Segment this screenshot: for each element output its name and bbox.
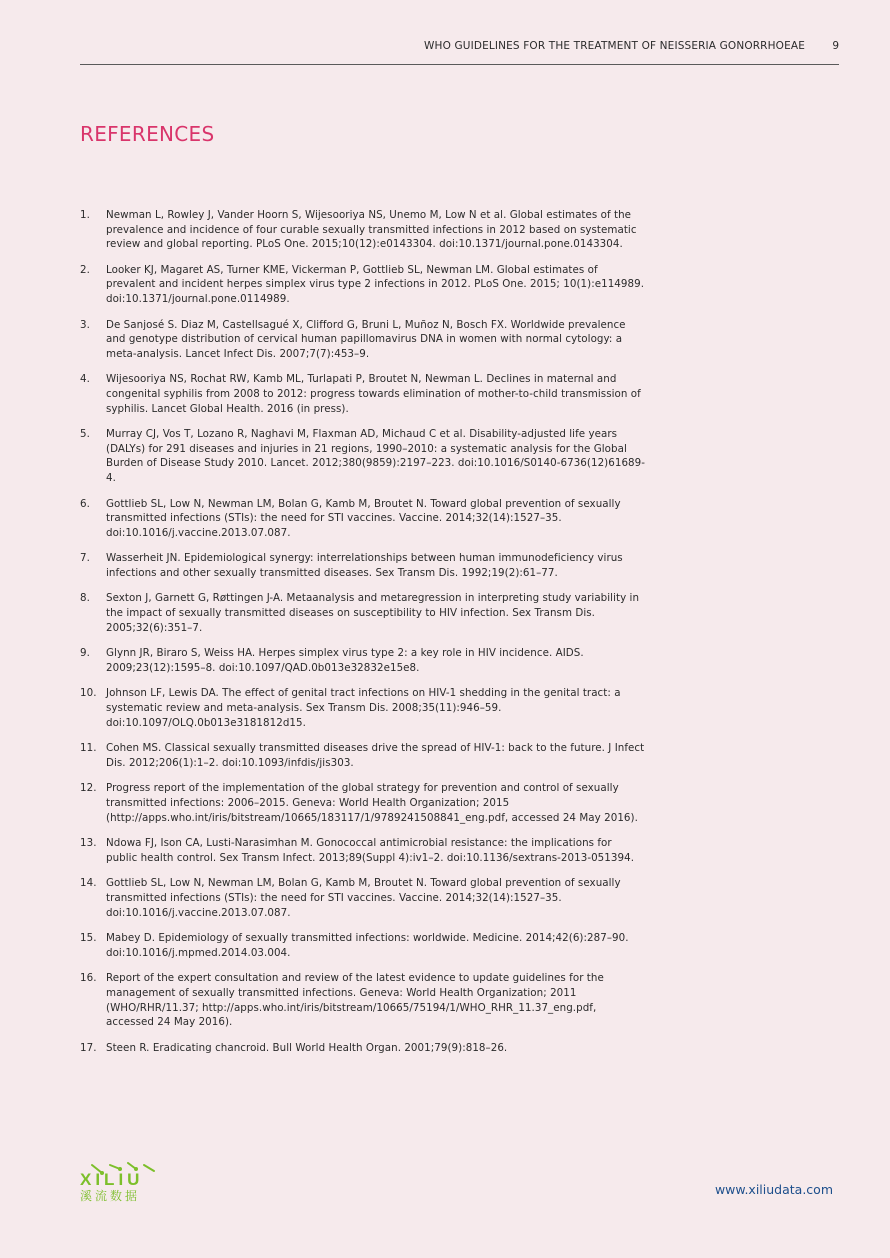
reference-item — [80, 931, 645, 960]
reference-text: Looker KJ, Magaret AS, Turner KME, Vickerman P, Gottlieb SL, Newman LM. Global estimates of prevalent and incident herpes simplex virus type 2 infections in 2012. PLoS One. 2015; 10(1):e114989. doi:10.1371/journal.pone.0114989. — [106, 263, 645, 305]
reference-number: 13. — [80, 837, 97, 850]
reference-item — [80, 686, 645, 730]
reference-text: De Sanjosé S. Diaz M, Castellsagué X, Clifford G, Bruni L, Muñoz N, Bosch FX. Worldwide prevalence and genotype distribution of cervical human papillomavirus DNA in women with normal cytology: a meta-analysis. Lancet Infect Dis. 2007;7(7):453–9. — [106, 318, 626, 360]
reference-list — [80, 208, 645, 1066]
reference-number: 5. — [80, 428, 90, 441]
reference-number: 15. — [80, 932, 97, 945]
reference-text: Johnson LF, Lewis DA. The effect of genital tract infections on HIV-1 shedding in the genital tract: a systematic review and meta-analysis. Sex Transm Dis. 2008;35(11):946–59. doi:10.1097/OLQ.0b013e3181812d15. — [106, 687, 621, 729]
xiliu-logo — [78, 1161, 168, 1203]
page-number: 9 — [832, 40, 839, 52]
reference-item — [80, 646, 645, 675]
reference-number: 16. — [80, 972, 97, 985]
reference-text: Wijesooriya NS, Rochat RW, Kamb ML, Turlapati P, Broutet N, Newman L. Declines in maternal and congenital syphilis from 2008 to 2012: progress towards elimination of mother-to-child transmission of syphilis. Lancet Global Health. 2016 (in press). — [106, 373, 641, 415]
reference-item — [80, 497, 645, 541]
reference-item — [80, 876, 645, 920]
logo-subtitle: 溪流数据 — [80, 1189, 141, 1203]
reference-text: Progress report of the implementation of the global strategy for prevention and control of sexually transmitted infections: 2006–2015. Geneva: World Health Organization; 2015 (http://apps.who.int/iris/bitstream/10665/183117/1/9789241508841_eng.pdf, accessed 24 May 2016). — [106, 782, 638, 824]
reference-number: 8. — [80, 592, 90, 605]
website-link[interactable]: www.xiliudata.com — [714, 1182, 833, 1197]
reference-item — [80, 591, 645, 635]
reference-number: 14. — [80, 877, 97, 890]
reference-number: 9. — [80, 647, 90, 660]
reference-text: Gottlieb SL, Low N, Newman LM, Bolan G, Kamb M, Broutet N. Toward global prevention of sexually transmitted infections (STIs): the need for STI vaccines. Vaccine. 2014;32(14):1527–35. doi:10.1016/j.vaccine.2013.07.087. — [106, 877, 621, 919]
reference-text: Wasserheit JN. Epidemiological synergy: interrelationships between human immunodeficiency virus infections and other sexually transmitted diseases. Sex Transm Dis. 1992;19(2):61–77. — [106, 552, 623, 579]
reference-text: Glynn JR, Biraro S, Weiss HA. Herpes simplex virus type 2: a key role in HIV incidence. AIDS. 2009;23(12):1595–8. doi:10.1097/QAD.0b013e32832e15e8. — [106, 647, 584, 674]
reference-text: Gottlieb SL, Low N, Newman LM, Bolan G, Kamb M, Broutet N. Toward global prevention of sexually transmitted infections (STIs): the need for STI vaccines. Vaccine. 2014;32(14):1527–35. doi:10.1016/j.vaccine.2013.07.087. — [106, 497, 621, 539]
reference-text: Report of the expert consultation and review of the latest evidence to update guidelines for the management of sexually transmitted infections. Geneva: World Health Organization; 2011 (WHO/RHR/11.37; http://apps.who.int/iris/bitstream/10665/75194/1/WHO_RHR_11.37_eng.pdf, accessed 24 May 2016). — [106, 972, 604, 1029]
reference-number: 10. — [80, 687, 97, 700]
section-title: REFERENCES — [80, 122, 215, 146]
reference-number: 3. — [80, 318, 90, 331]
reference-number: 2. — [80, 263, 90, 276]
reference-item — [80, 971, 645, 1029]
reference-number: 11. — [80, 742, 97, 755]
reference-text: Sexton J, Garnett G, Røttingen J-A. Metaanalysis and metaregression in interpreting study variability in the impact of sexually transmitted diseases on susceptibility to HIV infection. Sex Transm Dis. 2005;32(6):351–7. — [106, 592, 640, 634]
reference-text: Mabey D. Epidemiology of sexually transmitted infections: worldwide. Medicine. 2014;42(6):287–90. doi:10.1016/j.mpmed.2014.03.004. — [106, 932, 629, 959]
reference-text: Cohen MS. Classical sexually transmitted diseases drive the spread of HIV-1: back to the future. J Infect Dis. 2012;206(1):1–2. doi:10.1093/infdis/jis303. — [106, 742, 645, 769]
reference-item — [80, 551, 645, 580]
reference-text: Ndowa FJ, Ison CA, Lusti-Narasimhan M. Gonococcal antimicrobial resistance: the implications for public health control. Sex Transm Infect. 2013;89(Suppl 4):iv1–2. doi:10.1136/sextrans-2013-051394. — [106, 837, 635, 864]
reference-item — [80, 427, 645, 485]
reference-item — [80, 263, 645, 307]
reference-number: 6. — [80, 497, 90, 510]
reference-item — [80, 741, 645, 770]
logo-wordmark: XILIU — [80, 1170, 144, 1189]
reference-number: 4. — [80, 373, 90, 386]
document-title: WHO GUIDELINES FOR THE TREATMENT OF NEISSERIA GONORRHOEAE — [424, 40, 805, 52]
reference-text: Steen R. Eradicating chancroid. Bull World Health Organ. 2001;79(9):818–26. — [106, 1041, 508, 1054]
reference-item — [80, 318, 645, 362]
reference-number: 1. — [80, 209, 90, 221]
reference-item — [80, 372, 645, 416]
reference-number: 7. — [80, 552, 90, 565]
reference-number: 12. — [80, 782, 97, 795]
reference-number: 17. — [80, 1041, 97, 1054]
reference-text: Newman L, Rowley J, Vander Hoorn S, Wijesooriya NS, Unemo M, Low N et al. Global estimates of the prevalence and incidence of four curable sexually transmitted infections in 2012 based on systematic review and global reporting. PLoS One. 2015;10(12):e0143304. doi:10.1371/journal.pone.0143304. — [106, 209, 637, 251]
reference-item — [80, 836, 645, 865]
page-header — [80, 38, 839, 65]
reference-item — [80, 208, 645, 252]
reference-item — [80, 1041, 645, 1056]
reference-item — [80, 781, 645, 825]
reference-text: Murray CJ, Vos T, Lozano R, Naghavi M, Flaxman AD, Michaud C et al. Disability-adjusted life years (DALYs) for 291 diseases and injuries in 21 regions, 1990–2010: a systematic analysis for the Global Burden of Disease Study 2010. Lancet. 2012;380(9859):2197–223. doi:10.1016/S0140-6736(12)61689-4. — [106, 428, 646, 484]
